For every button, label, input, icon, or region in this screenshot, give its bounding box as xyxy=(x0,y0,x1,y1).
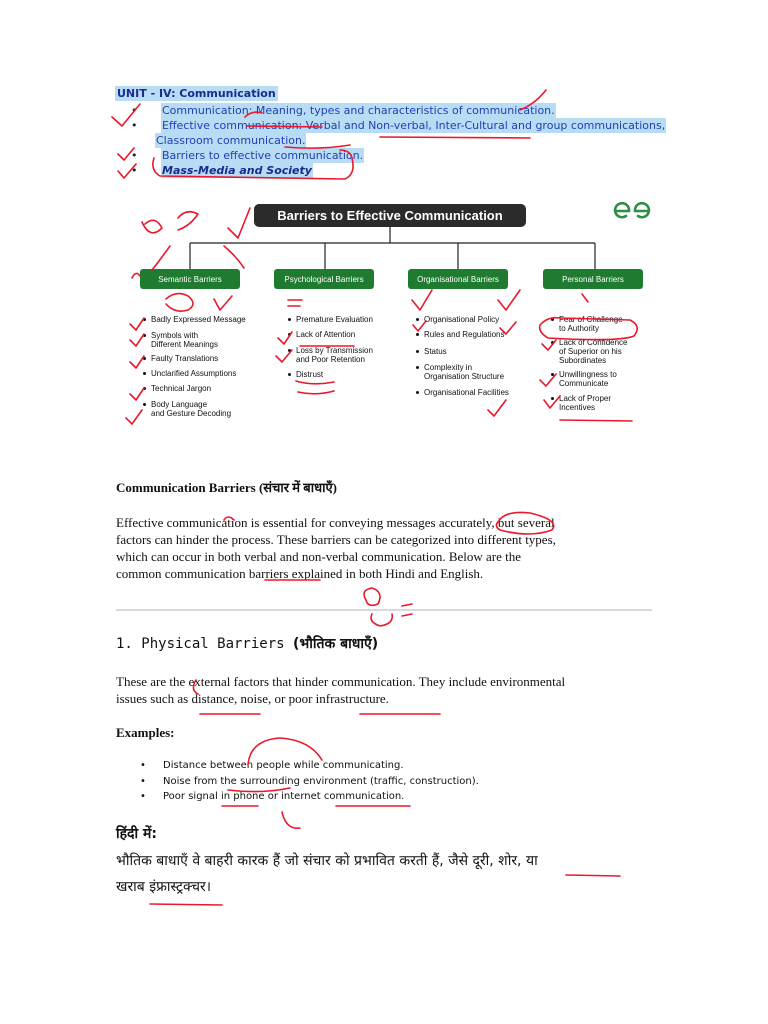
list-item: Fear of Challenge xyxy=(559,315,623,324)
diagram-title: Barriers to Effective Communication xyxy=(254,204,526,227)
list-item: Body Language xyxy=(151,400,208,409)
physical-description: These are the external factors that hinder communication. They include environmental issues such as distance, noise, or poor infrastructure. xyxy=(116,674,566,706)
divider xyxy=(116,609,652,611)
list-item: Organisational Facilities xyxy=(424,388,509,397)
list-item: • Distance between people while communicating. xyxy=(140,758,479,774)
list-item: Organisational Policy xyxy=(424,315,500,324)
list-item: • Poor signal in phone or internet communication. xyxy=(140,789,479,805)
unit-title: UNIT - IV: Communication xyxy=(117,87,276,100)
list-item: Organisation Structure xyxy=(424,372,505,381)
list-item: Rules and Regulations xyxy=(424,330,505,339)
list-item: Faulty Translations xyxy=(151,354,219,363)
section-heading: Communication Barriers (संचार में बाधाएँ) xyxy=(116,480,337,495)
barriers-diagram xyxy=(120,195,660,430)
list-item: Distrust xyxy=(296,370,324,379)
list-item: to Authority xyxy=(559,324,600,333)
list-item: • Noise from the surrounding environment (traffic, construction). xyxy=(140,774,479,790)
category-personal: Personal Barriers xyxy=(543,269,643,289)
category-psychological: Psychological Barriers xyxy=(274,269,374,289)
list-item: Incentives xyxy=(559,403,596,412)
list-item: Complexity in xyxy=(424,363,473,372)
list-item: Badly Expressed Message xyxy=(151,315,246,324)
hindi-heading: हिंदी में: xyxy=(116,826,157,842)
hindi-paragraph: भौतिक बाधाएँ वे बाहरी कारक हैं जो संचार को प्रभावित करती हैं, जैसे दूरी, शोर, या खराब इंफ्रास्ट्रक्चर। xyxy=(116,853,538,895)
list-item: of Superior on his xyxy=(559,347,622,356)
examples-heading: Examples: xyxy=(116,725,175,740)
list-item: Symbols with xyxy=(151,331,199,340)
list-item: Unwillingness to xyxy=(559,370,617,379)
list-item: Lack of Attention xyxy=(296,330,356,339)
category-organisational: Organisational Barriers xyxy=(408,269,508,289)
list-item: Lack of Proper xyxy=(559,394,612,403)
list-item: and Poor Retention xyxy=(296,355,365,364)
list-item: and Gesture Decoding xyxy=(151,409,232,418)
list-item: Status xyxy=(424,347,447,356)
physical-barriers-heading: 1. Physical Barriers (भौतिक बाधाएँ) xyxy=(116,636,379,652)
list-item: Subordinates xyxy=(559,356,607,365)
list-item: Different Meanings xyxy=(151,340,218,349)
list-item: Unclarified Assumptions xyxy=(151,369,237,378)
intro-paragraph: Effective communication is essential for conveying messages accurately, but several factors can hinder the process. These barriers can be categorized into different types, which can occur in both verbal and non-verbal communication. Below are the common communication barriers explained in both Hindi and English. xyxy=(116,515,556,581)
list-item: Loss by Transmission xyxy=(296,346,373,355)
list-item: Premature Evaluation xyxy=(296,315,373,324)
list-item: Lack of Confidence xyxy=(559,338,628,347)
list-item: Technical Jargon xyxy=(151,384,212,393)
examples-list xyxy=(140,758,479,805)
category-semantic: Semantic Barriers xyxy=(140,269,240,289)
list-item: Communicate xyxy=(559,379,609,388)
